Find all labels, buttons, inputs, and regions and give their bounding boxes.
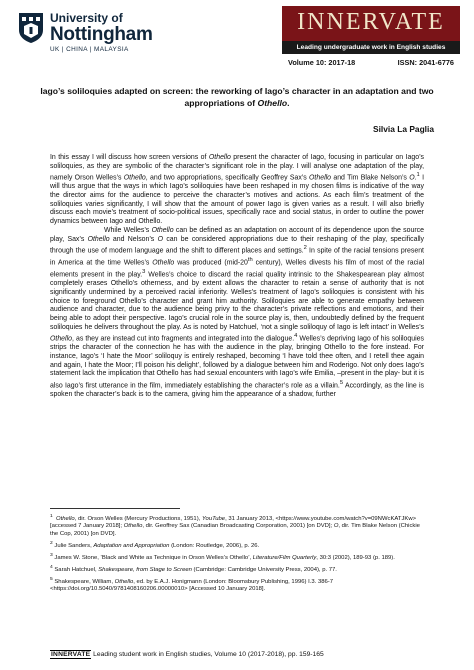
journal-tagline: Leading undergraduate work in English studies: [282, 41, 460, 54]
university-name-line1: University of: [50, 11, 123, 25]
footnote-2: $^2$ Julie Sanders, Adaptation and Appropriation (London: Routledge, 2006), p. 26.: [50, 540, 260, 549]
footnote-ref-4[interactable]: 4: [294, 333, 298, 340]
journal-title: INNERVATE: [297, 9, 445, 35]
journal-logo: [282, 6, 460, 54]
author-name: Silvia La Paglia: [373, 124, 434, 134]
paragraph-1: In this essay I will discuss how screen versions of Othello present the character of Iago, focusing in particular on Iago’s soliloquies, as they are symbolic of the character’s significant role in the play. I will analyse one adaptation of the play, namely Orson Welles’s Othello, and two appropriations, specifically Geoffrey Sax’s Othello and Tim Blake Nelson’s O.$^1$ I will thus argue that the ways in which Iago’s soliloquies have been reshaped in my chosen films is indicative of the way the director aims for the audience to perceive the character’s motives and actions. As each film’s treatment of the soliloquies varies significantly, I will show that the amount of power Iago is given varies as a result. I will also briefly discuss each movie’s treatment of socio-political issues, specifically race and social status, in order to outline the power dynamics between Iago and Othello.: [50, 154, 424, 226]
footnote-5: $^5$ Shakespeare, William, Othello, ed. by E.A.J. Honigmann (London: Bloomsbury Publishing, 1996) I.3. 386-7 <https://doi.org/10.5040/9781408160206.00000010> [Accessed 10 January 2018].: [50, 576, 334, 593]
footnote-ref-1[interactable]: 1: [416, 172, 420, 179]
footer-citation: Leading student work in English studies, Volume 10 (2017-2018), pp. 159-165: [91, 651, 324, 658]
university-logo: [18, 12, 158, 64]
article-title: Iago’s soliloquies adapted on screen: the reworking of Iago’s character in an adaptation and two appropriations of Othello.: [40, 86, 434, 108]
footnote-3: $^3$ James W. Stone, ‘Black and White as Technique in Orson Welles’s Othello’, Literature/Film Quarterly, 30:3 (2002), 189-93 (p. 189).: [50, 552, 395, 561]
footer-journal-brand: INNERVATE: [51, 651, 91, 658]
university-crest-icon: [18, 12, 44, 44]
university-campuses: UK | CHINA | MALAYSIA: [50, 46, 129, 53]
page-footer: [50, 650, 424, 659]
footnote-divider: [50, 508, 180, 509]
issn-label: ISSN: 2041-6776: [397, 58, 454, 67]
volume-label: Volume 10: 2017-18: [288, 58, 356, 67]
footnote-ref-3[interactable]: 3: [142, 269, 146, 276]
footnote-1: $^1$ Othello, dir. Orson Welles (Mercury Productions, 1951), YouTube, 31 January 2013, <https://www.youtube.com/watch?v=09NWcKATJKw> [accessed 7 January 2018]; Othello, dir. Geoffrey Sax (Canadian Broadcasting Corporation, 2001) [on DVD]; O, dir. Tim Blake Nelson (Chickie the Cop, 2001) [on DVD].: [50, 514, 420, 537]
university-name-line2: Nottingham: [50, 24, 153, 45]
footnotes: [50, 513, 424, 595]
paragraph-2: While Welles’s Othello can be defined as an adaptation on account of its dependence upon the source play, Sax’s Othello and Nelson’s O can be considered appropriations due to their reshaping of the play, specifically through the use of modern language and the shift to different places and settings.$^2$ In spite of the racial tensions present in America at the time Welles’s Othello was produced (mid-20th century), Welles divests his film of most of the racial elements present in the play.$^3$ Welles’s choice to discard the racial quality intrinsic to the Shakespearean play almost completely erases Othello’s otherness, and by extent allows the character to retain a sense of authority that is not significantly undermined by a perceived racial inferiority. Welles’s treatment of Iago’s soliloquies is consistent with his choice to foreground Othello’s character and grant him authority. Soliloquies are able to generate empathy between audience and character, due to the audience being privy to the character’s private reflections and emotions, and their being able to adopt their perspective. Iago’s crucial role in the source play is, then, undoubtedly defined by the frequent soliloquies he delivers throughout the play. As is noted by Hatchuel, ‘not a single soliloquy of Iago is left intact’ in Welles’s Othello, as they are instead cut into fragments and integrated into the dialogue.$^4$ Welles’s depriving Iago of his soliloquies strips the character of the connection he has with the audience in the play, bringing Othello to the fore instead. For instance, Iago’s ‘I hate the Moor’ soliloquy is entirely reshaped, becoming ‘I have told thee often, and I retell thee again and again, I hate the Moor; I’ll poison his delight’, followed by a dialogue between him and Roderigo. Not only does Iago’s statement lack the implication that Othello has had sexual encounters with Iago’s wife Emilia, –present in the play- but it is also Iago’s first utterance in the film, immediately establishing the character’s role as a villain.$^5$ Accordingly, as the line is spoken the character’s back is to the camera, giving him the appearance of a shadow, further: [50, 226, 424, 399]
footnote-ref-5[interactable]: 5: [339, 380, 344, 387]
footnote-4: $^4$ Sarah Hatchuel, Shakespeare, from Stage to Screen (Cambridge: Cambridge University Press, 2004), p. 77.: [50, 564, 337, 573]
footnote-ref-2[interactable]: 2: [303, 245, 307, 252]
article-body: [50, 154, 424, 400]
